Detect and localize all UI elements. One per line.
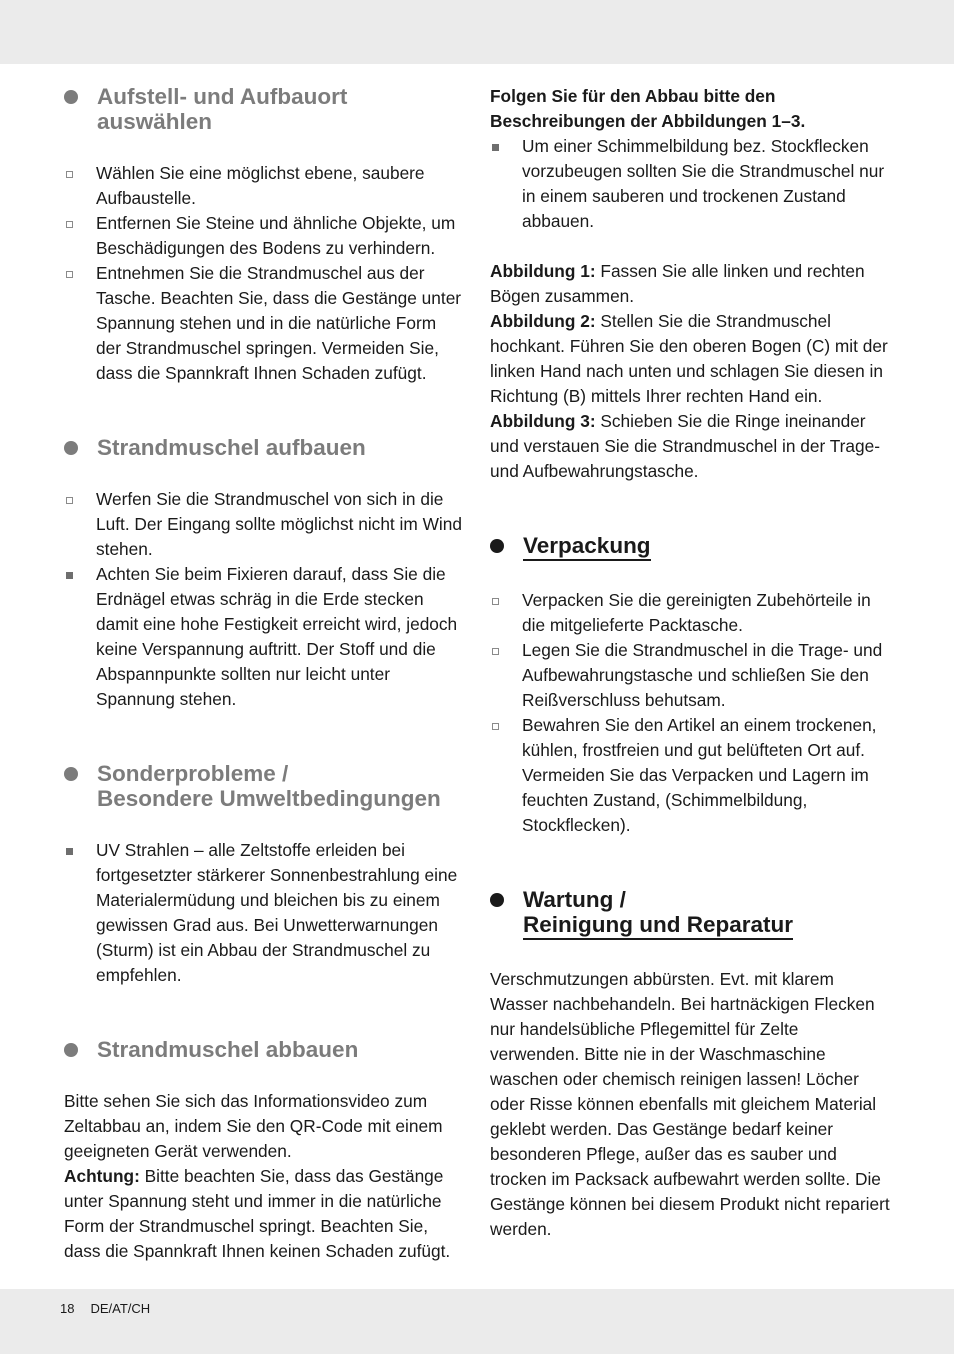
list-aufstellort (64, 161, 464, 386)
section-heading-aufbauen: Strandmuschel aufbauen (64, 435, 464, 460)
hollow-square-icon (492, 598, 499, 605)
bullet-dot-icon (64, 1043, 78, 1057)
warning-label: Achtung: (64, 1166, 140, 1186)
list-sonderprobleme (64, 838, 464, 988)
bullet-dot-icon (490, 893, 504, 907)
hollow-square-icon (66, 271, 73, 278)
filled-square-icon (66, 848, 73, 855)
left-column (64, 84, 464, 1264)
filled-square-icon (492, 144, 499, 151)
hollow-square-icon (492, 648, 499, 655)
section-heading-wartung: Wartung / Reinigung und Reparatur (490, 887, 890, 940)
section-heading-aufstellort: Aufstell- und Aufbauort auswählen (64, 84, 464, 134)
header-band (0, 0, 954, 64)
footer-band (0, 1289, 954, 1354)
list-aufbauen (64, 487, 464, 712)
section-heading-abbauen: Strandmuschel abbauen (64, 1037, 464, 1062)
list-item: Entfernen Sie Steine und ähnliche Objekte, um Beschädigungen des Bodens zu verhindern. (64, 211, 464, 261)
page-number: 18 (60, 1301, 75, 1316)
hollow-square-icon (66, 497, 73, 504)
figure-2-paragraph: Abbildung 2: Stellen Sie die Strandmuschel hochkant. Führen Sie den oberen Bogen (C) mit der linken Hand nach unten und schlagen Sie diesen in Richtung (B) mittels Ihrer rechten Hand ein. (490, 311, 888, 406)
list-item: Achten Sie beim Fixieren darauf, dass Sie die Erdnägel etwas schräg in die Erde stecken damit eine hohe Festigkeit erreicht wird, jedoch keine Verspannung auftritt. Der Stoff und die Abspannpunkte sollten nur leicht unter Spannung stehen. (64, 562, 464, 712)
bullet-dot-icon (64, 441, 78, 455)
list-intro (490, 134, 890, 234)
list-item: Um einer Schimmelbildung bez. Stockflecken vorzubeugen sollten Sie die Strandmuschel nur in einem sauberen und trockenen Zustand abbauen. (490, 134, 890, 234)
figure-3-paragraph: Abbildung 3: Schieben Sie die Ringe ineinander und verstauen Sie die Strandmuschel in der Trage- und Aufbewahrungstasche. (490, 411, 881, 481)
list-item: Verpacken Sie die gereinigten Zubehörteile in die mitgelieferte Packtasche. (490, 588, 890, 638)
section-heading-verpackung: Verpackung (490, 533, 890, 561)
bullet-dot-icon (490, 539, 504, 553)
hollow-square-icon (66, 221, 73, 228)
bullet-dot-icon (64, 767, 78, 781)
list-item: Wählen Sie eine möglichst ebene, saubere Aufbaustelle. (64, 161, 464, 211)
bullet-dot-icon (64, 90, 78, 104)
list-item: Werfen Sie die Strandmuschel von sich in die Luft. Der Eingang sollte möglichst nicht im Wind stehen. (64, 487, 464, 562)
hollow-square-icon (66, 171, 73, 178)
page-footer (60, 1301, 166, 1316)
intro-bold: Folgen Sie für den Abbau bitte den Beschreibungen der Abbildungen 1–3. (490, 86, 806, 131)
warning-paragraph: Achtung: Bitte beachten Sie, dass das Gestänge unter Spannung steht und immer in die natürliche Form der Strandmuschel springt. Beachten Sie, dass die Spannkraft Ihnen keinen Schaden zufügt. (64, 1166, 451, 1261)
right-column (490, 84, 890, 1242)
language-codes: DE/AT/CH (90, 1301, 151, 1316)
filled-square-icon (66, 572, 73, 579)
hollow-square-icon (492, 723, 499, 730)
wartung-paragraph: Verschmutzungen abbürsten. Evt. mit klarem Wasser nachbehandeln. Bei hartnäckigen Flecken nur handelsübliche Pflegemittel für Zelte verwenden. Bitte nie in der Waschmaschine waschen oder chemisch reinigen lassen! Löcher oder Risse können ebenfalls mit gleichem Material geklebt werden. Das Gestänge bedarf keiner besonderen Pflege, außer das es sauber und trocken im Packsack aufbewahrt werden sollte. Die Gestänge können bei diesem Produkt nicht repariert werden. (490, 969, 890, 1239)
list-item: UV Strahlen – alle Zeltstoffe erleiden bei fortgesetzter stärkerer Sonnenbestrahlung eine Materialermüdung und bleichen bis zu einem gewissen Grad aus. Bei Unwetterwarnungen (Sturm) ist ein Abbau der Strandmuschel zu empfehlen. (64, 838, 464, 988)
list-item: Entnehmen Sie die Strandmuschel aus der Tasche. Beachten Sie, dass die Gestänge unter Spannung stehen und in die natürliche Form der Strandmuschel springen. Vermeiden Sie, dass die Spannkraft Ihnen Schaden zufügt. (64, 261, 464, 386)
list-item: Legen Sie die Strandmuschel in die Trage- und Aufbewahrungstasche und schließen Sie den Reißverschluss behutsam. (490, 638, 890, 713)
figure-1-paragraph: Abbildung 1: Fassen Sie alle linken und rechten Bögen zusammen. (490, 261, 865, 306)
list-verpackung (490, 588, 890, 838)
list-item: Bewahren Sie den Artikel an einem trockenen, kühlen, frostfreien und gut belüfteten Ort auf. Vermeiden Sie das Verpacken und Lagern im feuchten Zustand, (Schimmelbildung, Stockflecken). (490, 713, 890, 838)
abbauen-paragraph: Bitte sehen Sie sich das Informationsvideo zum Zeltabbau an, indem Sie den QR-Code mit einem geeigneten Gerät verwenden. (64, 1091, 443, 1161)
section-heading-sonderprobleme: Sonderprobleme / Besondere Umweltbedingungen (64, 761, 464, 811)
